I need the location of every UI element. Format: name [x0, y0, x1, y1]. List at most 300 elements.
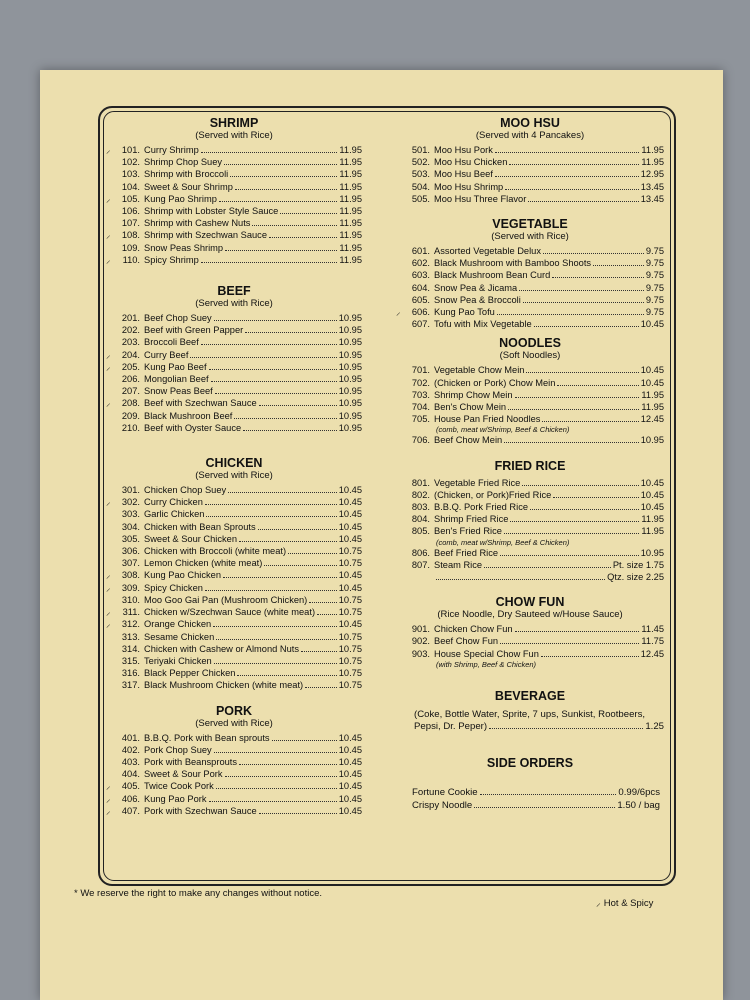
- menu-item: [396, 257, 664, 269]
- item-number: 102.: [121, 157, 140, 168]
- item-price: 10.75: [338, 643, 362, 654]
- item-number: 404.: [121, 769, 140, 780]
- item-price: 11.95: [339, 157, 362, 168]
- item-price: 11.95: [641, 402, 664, 413]
- item-name: Chicken with Bean Sprouts: [144, 521, 256, 532]
- menu-item: [106, 606, 362, 618]
- item-number: 108.: [121, 230, 140, 241]
- menu-item: [106, 594, 362, 606]
- item-name: Black Mushroom Bean Curd: [434, 270, 551, 281]
- section-title: FRIED RICE: [494, 458, 566, 473]
- menu-item: [106, 805, 362, 817]
- item-number: 804.: [411, 514, 430, 525]
- item-number: 805.: [411, 526, 430, 537]
- item-name: Tofu with Mix Vegetable: [434, 319, 532, 330]
- item-name: Garlic Chicken: [144, 509, 205, 520]
- item-name: Kung Pao Chicken: [144, 570, 222, 581]
- item-number: 305.: [121, 533, 140, 544]
- item-number: 603.: [411, 270, 430, 281]
- item-number: 315.: [121, 655, 140, 666]
- menu-page: [40, 70, 723, 1000]
- item-number: 405.: [121, 781, 140, 792]
- menu-item: [106, 768, 362, 780]
- section-title: PORK: [215, 703, 253, 718]
- item-name: Shrimp Chow Mein: [434, 389, 513, 400]
- item-name: Ben's Chow Mein: [434, 402, 507, 413]
- item-number: 607.: [411, 319, 430, 330]
- item-number: 303.: [121, 509, 140, 520]
- item-number: 105.: [121, 193, 140, 204]
- item-price: 10.45: [338, 781, 362, 792]
- item-price: 9.75: [645, 282, 664, 293]
- menu-item: [106, 397, 362, 409]
- item-name: Spicy Chicken: [144, 582, 203, 593]
- beverage-list: [396, 709, 664, 734]
- chili-pepper-icon: ⸝: [596, 898, 601, 909]
- menu-item: [106, 655, 362, 667]
- item-name: Curry Chicken: [144, 497, 203, 508]
- item-number: 401.: [121, 732, 140, 743]
- section-subtitle: (Served with Rice): [491, 231, 569, 243]
- menu-item: [106, 229, 362, 241]
- item-price: 10.75: [338, 655, 362, 666]
- item-name: Black Mushroom with Bamboo Shoots: [434, 258, 592, 269]
- menu-item: [396, 318, 664, 330]
- item-price: 9.75: [645, 270, 664, 281]
- item-name: Moo Goo Gai Pan (Mushroom Chicken): [144, 594, 308, 605]
- section-vegetable: [396, 217, 664, 330]
- item-name: Pork Chop Suey: [144, 744, 212, 755]
- item-name: Shrimp with Broccoli: [144, 169, 229, 180]
- item-price: 10.45: [338, 533, 362, 544]
- side-order-item: [396, 799, 664, 812]
- menu-item: [396, 306, 664, 318]
- item-price: 11.95: [339, 242, 362, 253]
- item-price: 10.75: [338, 594, 362, 605]
- item-number: 803.: [411, 502, 430, 513]
- section-title: SIDE ORDERS: [486, 755, 574, 770]
- item-name: Beef Chow Mein: [434, 435, 503, 446]
- item-price: 10.75: [338, 546, 362, 557]
- item-price: 11.95: [339, 218, 362, 229]
- menu-item: [106, 242, 362, 254]
- item-name: Sesame Chicken: [144, 631, 215, 642]
- item-price: 10.75: [338, 631, 362, 642]
- section-beef: [106, 284, 362, 434]
- item-name: Broccoli Beef: [144, 337, 199, 348]
- menu-item: [396, 501, 664, 513]
- item-price: 10.45: [640, 489, 664, 500]
- item-number: 601.: [411, 246, 430, 257]
- item-price: 13.45: [640, 181, 664, 192]
- item-price: 11.95: [339, 206, 362, 217]
- beverage-line: Pepsi, Dr. Peper): [414, 721, 488, 733]
- item-price: 11.95: [339, 145, 362, 155]
- item-number: 306.: [121, 546, 140, 557]
- item-number: 704.: [411, 402, 430, 413]
- item-name: Moo Hsu Chicken: [434, 157, 508, 168]
- item-price: 9.75: [645, 246, 664, 257]
- menu-item: [396, 168, 664, 180]
- menu-item: [106, 618, 362, 630]
- section-title: VEGETABLE: [492, 217, 568, 232]
- item-number: 802.: [411, 489, 430, 500]
- item-name: Moo Hsu Shrimp: [434, 181, 504, 192]
- item-price: 10.95: [640, 547, 664, 558]
- item-price: 12.95: [640, 169, 664, 180]
- item-number: 207.: [121, 386, 140, 397]
- item-price: 10.95: [338, 386, 362, 397]
- item-price: 0.99/6pcs: [618, 786, 660, 798]
- item-number: 309.: [121, 582, 140, 593]
- menu-item: [106, 205, 362, 217]
- item-price: 10.45: [338, 805, 362, 816]
- menu-item: [396, 401, 664, 413]
- item-price: 11.95: [339, 169, 362, 180]
- item-name: Spicy Shrimp: [144, 254, 199, 265]
- item-price: 11.45: [641, 624, 664, 635]
- menu-item: [396, 547, 664, 559]
- item-price: 10.45: [640, 377, 664, 388]
- menu-item: [396, 413, 664, 425]
- item-number: 312.: [121, 619, 140, 630]
- item-number: 304.: [121, 521, 140, 532]
- chili-pepper-icon: ⸝: [106, 582, 111, 593]
- menu-item: [396, 571, 664, 583]
- item-name: Shrimp Chop Suey: [144, 157, 223, 168]
- item-price: 10.95: [338, 361, 362, 372]
- section-subtitle: (Soft Noodles): [499, 350, 561, 362]
- item-number: 402.: [121, 744, 140, 755]
- item-price: 10.95: [338, 374, 362, 385]
- chili-pepper-icon: ⸝: [106, 793, 111, 804]
- item-number: 702.: [411, 377, 430, 388]
- item-price: 10.45: [640, 319, 664, 330]
- item-number: 209.: [121, 410, 140, 421]
- section-title: CHOW FUN: [495, 595, 565, 610]
- section-title: BEEF: [217, 284, 251, 299]
- item-price: 1.50 / bag: [617, 799, 660, 811]
- item-name: Chicken w/Szechwan Sauce (white meat): [144, 607, 316, 618]
- section-fried-rice: [396, 459, 664, 584]
- item-price: 10.95: [338, 398, 362, 409]
- item-name: Chicken with Broccoli (white meat): [144, 546, 287, 557]
- section-title: CHICKEN: [205, 456, 263, 471]
- section-title: NOODLES: [499, 336, 561, 351]
- menu-item: [396, 513, 664, 525]
- item-name: Chicken with Cashew or Almond Nuts: [144, 643, 300, 654]
- item-price: 10.75: [338, 668, 362, 679]
- item-price: 10.45: [338, 570, 362, 581]
- item-price: 13.45: [640, 193, 664, 204]
- menu-item: [396, 434, 664, 446]
- chili-pepper-icon: ⸝: [106, 619, 111, 630]
- menu-border: [98, 106, 676, 886]
- legend-label: Hot & Spicy: [603, 898, 654, 909]
- item-number: 605.: [411, 294, 430, 305]
- menu-item: [106, 667, 362, 679]
- item-name: Beef Fried Rice: [434, 547, 499, 558]
- right-column: [396, 116, 664, 824]
- item-price: 10.45: [338, 744, 362, 755]
- item-name: Shrimp with Szechwan Sauce: [144, 230, 267, 241]
- menu-item: [396, 245, 664, 257]
- item-price: 10.95: [338, 325, 362, 336]
- menu-item: [106, 156, 362, 168]
- item-name: Crispy Noodle: [412, 799, 473, 811]
- menu-item: [106, 780, 362, 792]
- menu-item: [106, 484, 362, 496]
- item-number: 602.: [411, 258, 430, 269]
- item-name: Sweet & Sour Chicken: [144, 533, 238, 544]
- item-price: 10.45: [338, 769, 362, 780]
- menu-item: [396, 364, 664, 376]
- item-name: Moo Hsu Beef: [434, 169, 493, 180]
- item-number: 407.: [121, 805, 140, 816]
- item-name: Assorted Vegetable Delux: [434, 246, 541, 257]
- chili-pepper-icon: ⸝: [106, 349, 111, 360]
- menu-item: [106, 643, 362, 655]
- menu-item: [396, 181, 664, 193]
- item-price: 10.45: [338, 793, 362, 804]
- item-price: 11.95: [641, 157, 664, 168]
- beverage-line: (Coke, Bottle Water, Sprite, 7 ups, Sunkist, Rootbeers,: [414, 708, 646, 720]
- item-number: 701.: [411, 365, 430, 376]
- item-number: 314.: [121, 643, 140, 654]
- side-order-item: [396, 786, 664, 799]
- item-price: 10.95: [338, 313, 362, 324]
- item-number: 204.: [121, 349, 140, 360]
- menu-item: [106, 385, 362, 397]
- item-price: 10.95: [338, 349, 362, 360]
- menu-item: [106, 521, 362, 533]
- item-price: 9.75: [645, 307, 664, 318]
- section-subtitle: (Served with Rice): [195, 298, 273, 310]
- chili-pepper-icon: ⸝: [106, 607, 111, 618]
- item-price: 10.45: [338, 497, 362, 508]
- menu-item: [106, 349, 362, 361]
- section-side-orders: [396, 756, 664, 812]
- chili-pepper-icon: ⸝: [106, 254, 111, 265]
- item-number: 706.: [411, 435, 430, 446]
- item-price: 10.45: [338, 582, 362, 593]
- menu-item: [396, 294, 664, 306]
- item-name: Beef Chop Suey: [144, 313, 212, 324]
- item-name: Snow Peas Beef: [144, 386, 213, 397]
- item-number: 505.: [411, 193, 430, 204]
- item-price: 11.95: [339, 254, 362, 265]
- item-price: 12.45: [640, 414, 664, 425]
- menu-item: [106, 336, 362, 348]
- section-shrimp: [106, 116, 362, 266]
- chili-pepper-icon: ⸝: [106, 781, 111, 792]
- item-price: 11.75: [641, 636, 664, 647]
- menu-item: [106, 410, 362, 422]
- item-name: Chicken Chow Fun: [434, 624, 513, 635]
- menu-item: [396, 269, 664, 281]
- item-name: Pork with Szechwan Sauce: [144, 805, 257, 816]
- item-number: 205.: [121, 361, 140, 372]
- item-number: 606.: [411, 307, 430, 318]
- item-price: 10.75: [338, 558, 362, 569]
- menu-item: [106, 582, 362, 594]
- item-note: (comb, meat w/Shrimp, Beef & Chicken): [436, 425, 570, 435]
- item-price: 10.75: [338, 680, 362, 691]
- menu-item: [396, 144, 664, 156]
- item-name: (Chicken, or Pork)Fried Rice: [434, 489, 552, 500]
- item-number: 902.: [411, 636, 430, 647]
- item-name: Beef with Szechwan Sauce: [144, 398, 257, 409]
- menu-item: [396, 377, 664, 389]
- item-number: 403.: [121, 756, 140, 767]
- item-number: 604.: [411, 282, 430, 293]
- item-price: 11.95: [339, 193, 362, 204]
- menu-item: [396, 525, 664, 537]
- item-name: Pork with Beansprouts: [144, 756, 238, 767]
- item-name: Black Pepper Chicken: [144, 668, 236, 679]
- item-name: Kung Pao Pork: [144, 793, 207, 804]
- menu-item: [106, 732, 362, 744]
- item-name: Lemon Chicken (white meat): [144, 558, 263, 569]
- item-price: 9.75: [645, 258, 664, 269]
- item-name: Snow Pea & Jicama: [434, 282, 518, 293]
- item-number: 501.: [411, 145, 430, 155]
- item-name: Beef with Green Papper: [144, 325, 244, 336]
- item-price: 11.95: [339, 230, 362, 241]
- chili-pepper-icon: ⸝: [106, 145, 111, 155]
- item-name: Twice Cook Pork: [144, 781, 214, 792]
- item-name: Moo Hsu Three Flavor: [434, 193, 527, 204]
- item-name: Shrimp with Cashew Nuts: [144, 218, 251, 229]
- section-subtitle: (Served with Rice): [195, 130, 273, 141]
- item-number: 106.: [121, 206, 140, 217]
- menu-item: [396, 623, 664, 635]
- item-name: Snow Pea & Broccoli: [434, 294, 521, 305]
- item-number: 302.: [121, 497, 140, 508]
- item-number: 901.: [411, 624, 430, 635]
- item-number: 307.: [121, 558, 140, 569]
- menu-item: [106, 793, 362, 805]
- menu-item: [396, 477, 664, 489]
- item-name: Sweet & Sour Shrimp: [144, 181, 233, 192]
- section-title: MOO HSU: [500, 116, 560, 130]
- item-number: 203.: [121, 337, 140, 348]
- item-number: 502.: [411, 157, 430, 168]
- menu-item: [106, 569, 362, 581]
- item-price: 11.95: [641, 526, 664, 537]
- item-number: 101.: [121, 145, 140, 155]
- item-name: Chicken Chop Suey: [144, 485, 227, 496]
- menu-item: [106, 254, 362, 266]
- menu-item: [106, 545, 362, 557]
- item-name: Shrimp with Lobster Style Sauce: [144, 206, 279, 217]
- item-name: Shrimp Fried Rice: [434, 514, 509, 525]
- item-name: Teriyaki Chicken: [144, 655, 212, 666]
- item-name: Kung Pao Shrimp: [144, 193, 217, 204]
- item-price: 10.95: [338, 337, 362, 348]
- item-number: 903.: [411, 648, 430, 659]
- menu-item: [106, 324, 362, 336]
- item-number: 801.: [411, 477, 430, 488]
- item-number: 206.: [121, 374, 140, 385]
- item-name: Vegetable Chow Mein: [434, 365, 525, 376]
- item-name: House Special Chow Fun: [434, 648, 539, 659]
- item-number: 301.: [121, 485, 140, 496]
- section-chicken: [106, 456, 362, 691]
- menu-item: [106, 756, 362, 768]
- chili-pepper-icon: ⸝: [106, 193, 111, 204]
- section-beverage: [396, 689, 664, 734]
- section-title: BEVERAGE: [494, 688, 566, 703]
- item-number: 504.: [411, 181, 430, 192]
- chili-pepper-icon: ⸝: [106, 398, 111, 409]
- item-name: Kung Pao Beef: [144, 361, 207, 372]
- item-price: 11.95: [641, 514, 664, 525]
- menu-item: [106, 373, 362, 385]
- menu-item: [396, 282, 664, 294]
- item-number: 313.: [121, 631, 140, 642]
- item-number: 104.: [121, 181, 140, 192]
- section-pork: [106, 704, 362, 817]
- item-name: B.B.Q. Pork with Bean sprouts: [144, 732, 270, 743]
- item-price: 12.45: [640, 648, 664, 659]
- item-number: 210.: [121, 422, 140, 433]
- item-name: Beef with Oyster Sauce: [144, 422, 242, 433]
- item-price: Pt. size 1.75: [612, 559, 664, 570]
- menu-item: [106, 168, 362, 180]
- section-subtitle: (Rice Noodle, Dry Sauteed w/House Sauce): [437, 609, 623, 621]
- item-price: 10.45: [338, 732, 362, 743]
- menu-item: [106, 679, 362, 691]
- item-name: Kung Pao Tofu: [434, 307, 495, 318]
- menu-item: [106, 744, 362, 756]
- item-name: B.B.Q. Pork Fried Rice: [434, 502, 529, 513]
- menu-item: [396, 635, 664, 647]
- menu-item: [396, 389, 664, 401]
- item-name: Black Mushroom Chicken (white meat): [144, 680, 304, 691]
- menu-item: [396, 156, 664, 168]
- item-name: Black Mushroon Beef: [144, 410, 233, 421]
- menu-item: [106, 508, 362, 520]
- section-subtitle: (Served with 4 Pancakes): [475, 130, 585, 141]
- item-number: 705.: [411, 414, 430, 425]
- disclaimer-note: * We reserve the right to make any changes without notice.: [74, 888, 323, 899]
- item-number: 703.: [411, 389, 430, 400]
- item-note: (with Shrimp, Beef & Chicken): [436, 659, 537, 669]
- item-name: Orange Chicken: [144, 619, 212, 630]
- item-price: 10.45: [640, 365, 664, 376]
- menu-item: [396, 193, 664, 205]
- item-price: Qtz. size 2.25: [607, 572, 664, 583]
- item-price: 10.95: [338, 422, 362, 433]
- item-price: 10.45: [338, 521, 362, 532]
- item-price: 10.45: [640, 477, 664, 488]
- menu-item: [106, 533, 362, 545]
- item-number: 406.: [121, 793, 140, 804]
- beverage-price: 1.25: [645, 721, 664, 733]
- item-name: Vegetable Fried Rice: [434, 477, 521, 488]
- hot-spicy-legend: [596, 896, 653, 909]
- item-price: 10.45: [338, 756, 362, 767]
- menu-item: [106, 496, 362, 508]
- item-name: Ben's Fried Rice: [434, 526, 502, 537]
- menu-item: [106, 217, 362, 229]
- item-number: 103.: [121, 169, 140, 180]
- item-price: 10.45: [338, 485, 362, 496]
- menu-item: [106, 181, 362, 193]
- item-price: 10.95: [640, 435, 664, 446]
- item-name: Beef Chow Fun: [434, 636, 499, 647]
